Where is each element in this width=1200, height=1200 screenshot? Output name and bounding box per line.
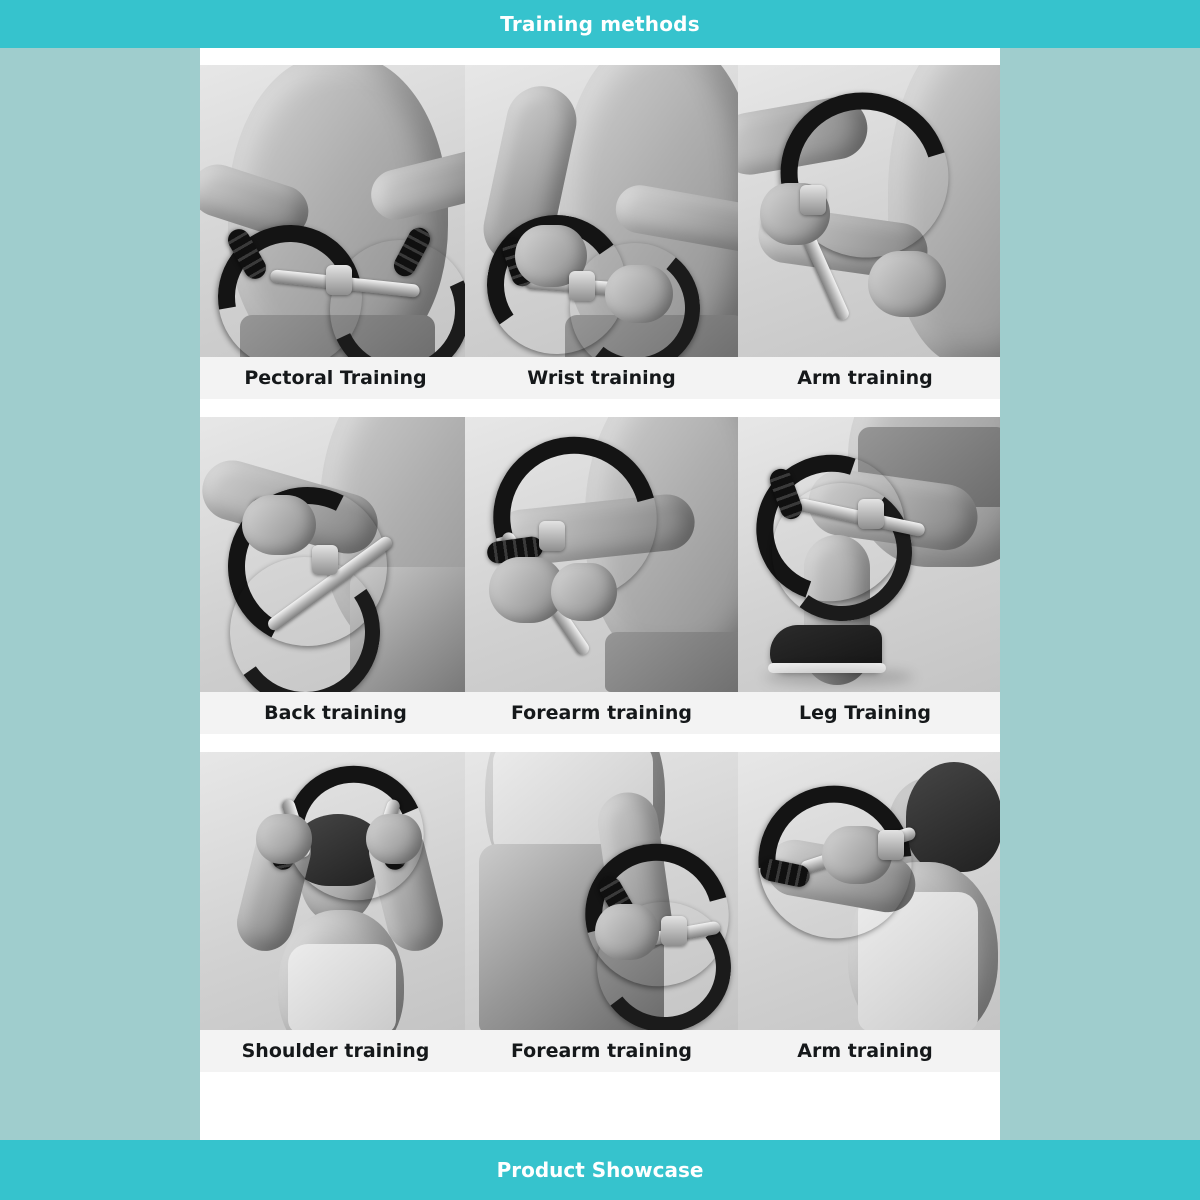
content-column: [200, 48, 1000, 1140]
caption-text: Shoulder training: [241, 1040, 430, 1062]
caption-text: Arm training: [797, 367, 933, 389]
caption-forearm-2: [465, 1030, 738, 1072]
grid-row: [200, 417, 1000, 734]
grid-cell-arm-2: [738, 752, 1000, 1072]
grid-cell-shoulder: [200, 752, 465, 1072]
photo-wrist: [465, 65, 738, 357]
caption-arm: [738, 357, 1000, 399]
photo-shoulder: [200, 752, 465, 1030]
grid-cell-back: [200, 417, 465, 734]
top-banner-title: Training methods: [500, 12, 700, 36]
row-spacer: [200, 399, 1000, 417]
caption-leg: [738, 692, 1000, 734]
caption-text: Wrist training: [527, 367, 676, 389]
caption-back: [200, 692, 465, 734]
photo-back: [200, 417, 465, 692]
caption-shoulder: [200, 1030, 465, 1072]
caption-text: Forearm training: [510, 702, 693, 724]
top-banner: [0, 0, 1200, 48]
caption-text: Pectoral Training: [244, 367, 427, 389]
caption-forearm: [465, 692, 738, 734]
caption-text: Arm training: [797, 1040, 933, 1062]
caption-text: Forearm training: [510, 1040, 693, 1062]
grid-row: [200, 65, 1000, 399]
bottom-banner: [0, 1140, 1200, 1200]
caption-pectoral: [200, 357, 465, 399]
bottom-banner-title: Product Showcase: [496, 1158, 704, 1182]
caption-text: Back training: [264, 702, 407, 724]
caption-text: Leg Training: [799, 702, 931, 724]
grid-cell-forearm-2: [465, 752, 738, 1072]
row-spacer: [200, 734, 1000, 752]
caption-wrist: [465, 357, 738, 399]
grid-cell-forearm: [465, 417, 738, 734]
photo-arm: [738, 65, 1000, 357]
grid-cell-leg: [738, 417, 1000, 734]
bottom-spacer: [200, 1072, 1000, 1108]
caption-arm-2: [738, 1030, 1000, 1072]
grid-row: [200, 752, 1000, 1072]
photo-leg: [738, 417, 1000, 692]
training-methods-grid: [200, 65, 1000, 1108]
photo-forearm-2: [465, 752, 738, 1030]
grid-cell-wrist: [465, 65, 738, 399]
grid-cell-arm: [738, 65, 1000, 399]
photo-arm-2: [738, 752, 1000, 1030]
grid-cell-pectoral: [200, 65, 465, 399]
photo-forearm: [465, 417, 738, 692]
photo-pectoral: [200, 65, 465, 357]
